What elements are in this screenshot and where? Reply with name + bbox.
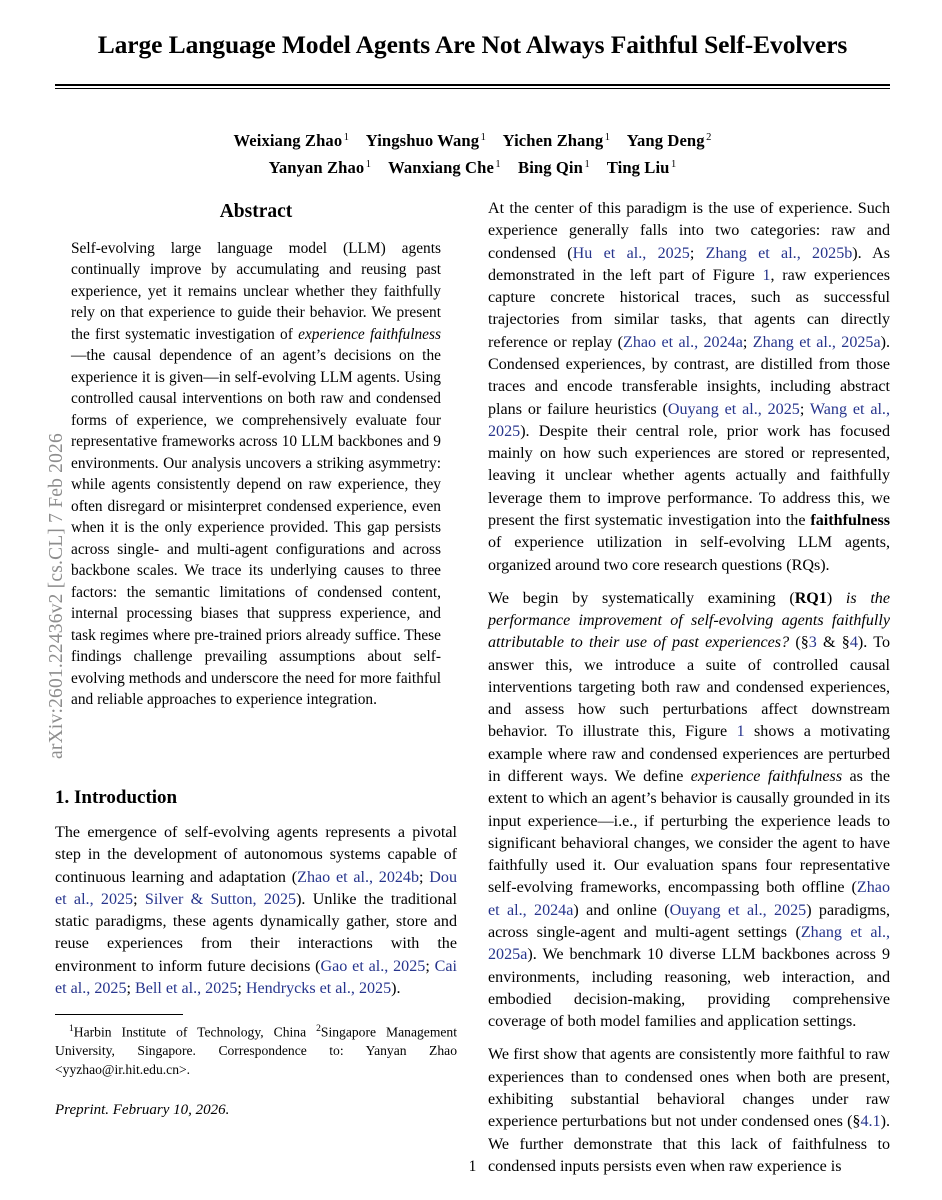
right-column — [488, 198, 890, 1178]
footnote-marker: 1 — [69, 1023, 74, 1035]
body-text: ). Condensed experiences, by contrast, are distilled from those traces and encode transferable insights, including abstract plans or failure heuristics ( — [488, 333, 891, 418]
author-affil-marker: 1 — [584, 158, 590, 170]
title-rule-bottom — [55, 88, 890, 89]
body-text: ; — [425, 957, 435, 975]
body-text: ). We further demonstrate that this lack of faithfulness to condensed inputs persists even when raw experience is — [488, 1113, 890, 1175]
page-number: 1 — [468, 1158, 477, 1175]
citation-link[interactable]: Cai et al., 2025 — [55, 957, 457, 997]
citation-link[interactable]: Bell et al., 2025 — [135, 979, 238, 997]
author-name: Yingshuo Wang — [365, 131, 480, 151]
body-text: (§ — [789, 634, 809, 652]
body-text: of experience utilization in self-evolving LLM agents, organized around two core research questions (RQs). — [488, 534, 890, 574]
right-paragraph-2 — [488, 588, 890, 1034]
abstract-body — [55, 238, 457, 711]
section-reference-link[interactable]: 3 — [808, 634, 817, 652]
citation-link[interactable]: Hu et al., 2025 — [572, 244, 690, 262]
citation-link[interactable]: Ouyang et al., 2025 — [669, 901, 807, 919]
figure-reference-link[interactable]: 1 — [736, 723, 745, 741]
body-text: ; — [133, 890, 145, 908]
body-text: ) paradigms, across single-agent and multi-agent settings ( — [488, 901, 890, 941]
footnote-rule — [55, 1014, 183, 1015]
body-text: ). Despite their central role, prior work has focused mainly on how such experiences are stored or represented, leaving it unclear whether agents actually and faithfully leverage them to improve performance. To address this, we present the first systematic investigation into the — [488, 422, 890, 529]
abstract-text: Self-evolving large language model (LLM) agents continually improve by accumulating and reusing past experience, yet it remains unclear whether they faithfully rely on that experience to guide their behavior. We present the first systematic investigation of — [71, 240, 441, 343]
citation-link[interactable]: Zhao et al., 2024a — [623, 333, 743, 351]
body-text: The emergence of self-evolving agents represents a pivotal step in the development of autonomous systems capable of continuous learning and adaptation ( — [55, 823, 457, 886]
body-text: ). As demonstrated in the left part of Figure — [488, 244, 891, 284]
author-affil-marker: 1 — [604, 131, 611, 143]
author-name: Weixiang Zhao — [233, 131, 343, 151]
author-row-1 — [55, 128, 890, 155]
author-name: Yanyan Zhao — [268, 158, 365, 178]
body-text-emphasis: experience faithfulness — [690, 768, 843, 786]
body-text: ). Unlike the traditional static paradigms, these agents dynamically gather, store and reuse experiences from their interactions with the environment to inform future decisions ( — [55, 890, 458, 975]
intro-paragraph-1 — [55, 822, 457, 1000]
author-affil-marker: 2 — [706, 131, 712, 143]
research-question-text: is the performance improvement of self-evolving agents faithfully attributable to their use of past experiences? — [488, 589, 891, 652]
author-affil-marker: 1 — [343, 131, 350, 143]
body-text: ). To answer this, we introduce a suite of controlled causal interventions targeting both raw and condensed experiences, and assess how such perturbations affect downstream behavior. To illustrate this, Figure — [488, 634, 890, 741]
body-text: shows a motivating example where raw and condensed experiences are perturbed in different ways. We define — [488, 723, 890, 786]
author-affil-marker: 1 — [365, 158, 372, 170]
author-affil-marker: 1 — [495, 158, 501, 170]
citation-link[interactable]: Gao et al., 2025 — [320, 957, 426, 975]
section-reference-link[interactable]: 4 — [849, 634, 858, 652]
body-text: as the extent to which an agent’s behavior is causally grounded in its input experience—i.e., if perturbing the experience leads to significant behavioral changes, we consider the agent to have faithfully used it. Our evaluation spans four representative self-evolving frameworks, encompassing both offline ( — [488, 768, 890, 897]
author-name: Yang Deng — [626, 131, 705, 151]
citation-link[interactable]: Silver & Sutton, 2025 — [144, 890, 297, 908]
body-text: ) — [826, 589, 846, 607]
footnote-block — [55, 1022, 457, 1079]
citation-link[interactable]: Zhang et al., 2025b — [705, 244, 853, 262]
author-affil-marker: 1 — [671, 158, 677, 170]
body-text: ; — [689, 244, 706, 262]
paper-page — [55, 0, 890, 1200]
body-text: We begin by systematically examining ( — [488, 589, 795, 607]
arxiv-stamp: arXiv:2601.22436v2 [cs.CL] 7 Feb 2026 — [46, 433, 67, 759]
body-text: ). — [391, 979, 401, 997]
body-text: We first show that agents are consistently more faithful to raw experiences than to condensed ones when both are present, exhibiting substantial behavioral changes under raw experience perturbations but not under condensed ones (§ — [488, 1046, 890, 1131]
citation-link[interactable]: Zhang et al., 2025a — [488, 924, 891, 964]
section-heading-introduction: 1. Introduction — [55, 786, 178, 808]
citation-link[interactable]: Wang et al., 2025 — [488, 400, 890, 440]
body-text: & § — [816, 634, 850, 652]
abstract-emphasis: experience faithfulness — [298, 325, 441, 343]
author-row-2 — [55, 155, 890, 182]
abstract-text: —the causal dependence of an agent’s decisions on the experience it is given—in self-evolving LLM agents. Using controlled causal interventions on both raw and condensed forms of experience, we comprehensively evaluate four representative frameworks across 10 LLM backbones and 9 environments. Our analysis uncovers a striking asymmetry: while agents consistently depend on raw experience, they often disregard or misinterpret condensed experience, even when it is the only experience provided. This gap persists across single- and multi-agent configurations and across backbone scales. We trace its underlying causes to three factors: the semantic limitations of condensed content, internal processing biases that suppress experience, and task regimes where pre-trained priors already suffice. These findings challenge prevailing assumptions about self-evolving methods and underscore the need for more faithful and reliable approaches to experience integration. — [71, 347, 441, 709]
author-name: Ting Liu — [606, 158, 670, 178]
body-text: ; — [419, 868, 430, 886]
author-affil-marker: 1 — [480, 131, 486, 143]
citation-link[interactable]: Zhang et al., 2025a — [752, 333, 881, 351]
citation-link[interactable]: Zhao et al., 2024b — [297, 868, 420, 886]
body-text: ; — [126, 979, 136, 997]
citation-link[interactable]: Dou et al., 2025 — [55, 868, 457, 908]
footnote-text: Harbin Institute of Technology, China — [73, 1024, 317, 1040]
research-question-label: RQ1 — [794, 589, 827, 607]
citation-link[interactable]: Zhao et al., 2024a — [488, 879, 890, 919]
body-text: ; — [742, 333, 753, 351]
title-rule-top — [55, 84, 890, 86]
citation-link[interactable]: Hendrycks et al., 2025 — [245, 979, 392, 997]
body-columns — [55, 198, 890, 1178]
figure-reference-link[interactable]: 1 — [762, 266, 771, 284]
body-text: ) and online ( — [573, 901, 670, 919]
citation-link[interactable]: Ouyang et al., 2025 — [667, 400, 800, 418]
section-reference-link[interactable]: 4.1 — [860, 1113, 881, 1131]
left-column — [55, 198, 457, 1178]
body-text: ). We benchmark 10 diverse LLM backbones across 9 environments, including reasoning, web interaction, and embodied decision-making, providing comprehensive coverage of both model families and application settings. — [488, 946, 890, 1031]
abstract-paragraph — [71, 238, 441, 711]
author-name: Yichen Zhang — [502, 131, 604, 151]
abstract-heading: Abstract — [219, 201, 293, 222]
body-text: At the center of this paradigm is the use of experience. Such experience generally falls into two categories: raw and condensed ( — [488, 200, 890, 262]
footnote-marker: 2 — [316, 1023, 321, 1035]
body-text: ; — [237, 979, 246, 997]
abstract-section — [55, 198, 457, 711]
preprint-line: Preprint. February 10, 2026. — [55, 1102, 230, 1119]
footnote-text: Singapore Management University, Singapore. Correspondence to: Yanyan Zhao <yyzhao@ir.hit.edu.cn>. — [55, 1024, 457, 1077]
body-text: ; — [799, 400, 810, 418]
author-list — [55, 128, 890, 182]
body-text-bold: faithfulness — [810, 511, 890, 529]
author-name: Bing Qin — [518, 158, 583, 178]
body-text: , raw experiences capture concrete historical traces, such as successful trajectories from similar tasks, that agents can directly reference or replay ( — [488, 266, 890, 351]
introduction-section — [55, 785, 457, 1121]
right-paragraph-1 — [488, 198, 890, 577]
author-name: Wanxiang Che — [388, 158, 494, 178]
page-title: Large Language Model Agents Are Not Always Faithful Self-Evolvers — [97, 30, 848, 59]
